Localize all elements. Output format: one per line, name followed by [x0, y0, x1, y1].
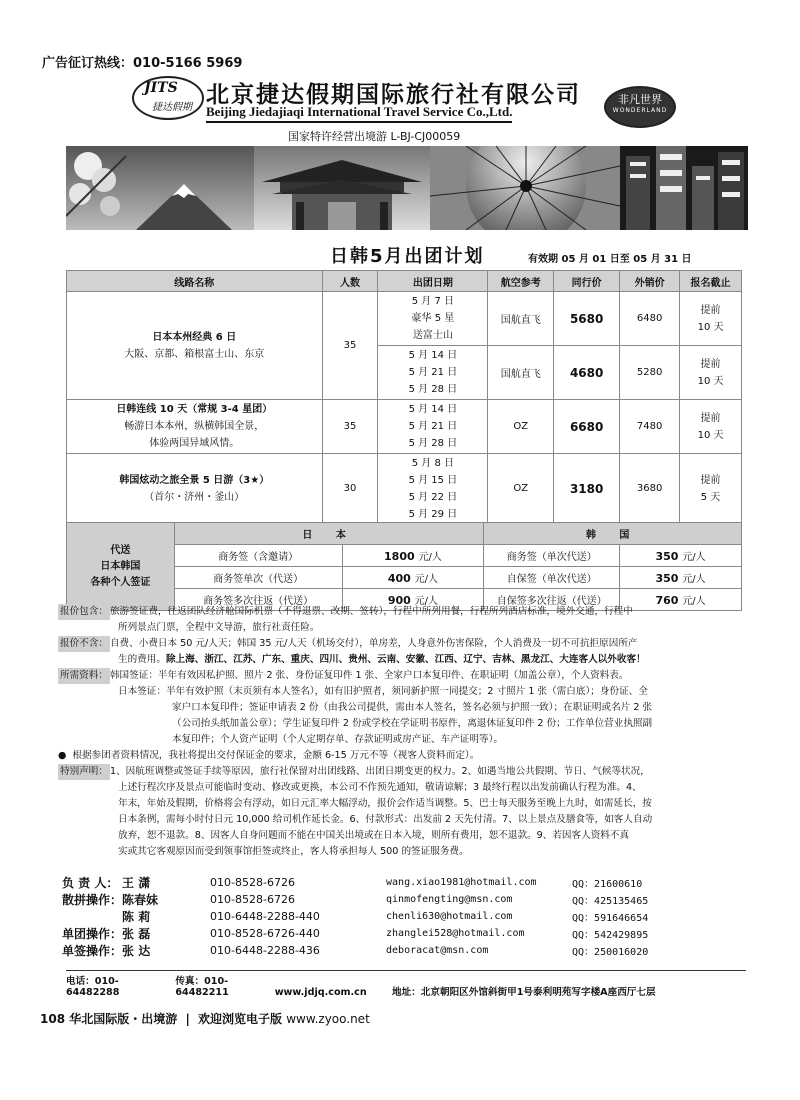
col-people: 人数	[322, 271, 378, 292]
contact-email[interactable]: qinmofengting@msn.com	[386, 894, 513, 905]
docs-japan-3: （公司抬头纸加盖公章）；学生证复印件 2 份或学校在学证明书原件，离退休证复印件 2 份；工作单位营业执照副	[172, 718, 653, 729]
visa-price-value: 760	[655, 594, 679, 607]
date-item: 5 月 22 日	[408, 491, 458, 503]
col-airline: 航空参考	[488, 271, 554, 292]
contact-phone: 010-6448-2288-440	[210, 910, 320, 923]
date-item: 5 月 21 日	[408, 367, 458, 378]
contact-email[interactable]: deboracat@msn.com	[386, 945, 489, 956]
visa-type: 自保签（单次代送）	[484, 567, 620, 589]
special-text-6: 实或其它客观原因而受到领事馆拒签或终止，客人将承担每人 500 的签证服务费。	[118, 846, 469, 857]
special-text-4: 日本条例，需每小时付日元 10,000 给司机作延长金。6、付款形式：出发前 2 天先付清。7、以上景点及膳食等，如客人自动	[118, 814, 653, 825]
visa-price-value: 350	[655, 550, 679, 563]
visa-price-unit: 元/人	[418, 552, 442, 563]
table-row	[62, 942, 648, 959]
company-name-en: Beijing Jiedajiaqi International Travel Service Co.,Ltd.	[206, 104, 512, 123]
bullet-icon: ●	[58, 750, 73, 761]
trade-price: 5680	[554, 292, 620, 346]
contact-phone: 010-6448-2288-436	[210, 944, 320, 957]
ad-hotline: 广告征订热线：010-5166 5969	[42, 56, 243, 71]
footer-tel: 电话：010-64482288	[66, 976, 120, 998]
price-excludes	[58, 636, 744, 652]
region-restriction: 除上海、浙江、江苏、广东、重庆、四川、贵州、云南、安徽、江西、辽宁、吉林、黑龙江、大连客人以外收客！	[165, 654, 646, 665]
banner-photos	[66, 146, 748, 230]
route-table	[66, 270, 742, 524]
table-row	[62, 874, 648, 891]
deadline-line: 5 天	[700, 491, 721, 503]
deadline-line: 提前	[700, 412, 721, 424]
partner-logo	[604, 86, 676, 128]
excludes-text: 自费、小费日本 50 元/人天；韩国 35 元/人天（机场交付），单房差，人身意外伤害保险，个人消费及一切不可抗拒原因所产	[109, 638, 638, 649]
visa-japan-header: 日 本	[174, 523, 484, 545]
partner-logo-en: WONDERLAND	[612, 107, 668, 114]
visa-type: 商务签（含邀请）	[174, 545, 342, 567]
company-name-cn: 北京捷达假期国际旅行社有限公司	[206, 81, 581, 108]
visa-price-value: 1800	[384, 550, 415, 563]
company-logo	[132, 76, 204, 120]
visa-side-line: 代送	[110, 544, 131, 556]
contact-qq: QQ：542429895	[572, 930, 649, 941]
contact-role: 负 责 人：	[62, 876, 119, 890]
mount-fuji-photo	[66, 146, 254, 230]
logo-text: JITS	[144, 80, 178, 96]
visa-price	[620, 567, 742, 589]
contact-role: 单团操作：	[62, 927, 123, 941]
partner-logo-cn: 非凡世界	[618, 93, 662, 106]
route-name-cell	[67, 454, 323, 524]
city-night-photo	[620, 146, 748, 230]
airline: 国航直飞	[488, 346, 554, 400]
validity-period: 有效期 05 月 01 日至 05 月 31 日	[528, 254, 692, 265]
route-desc: 体验两国异域风情。	[149, 438, 240, 449]
contact-phone: 010-8528-6726	[210, 876, 295, 889]
route-desc: 畅游日本本州，纵横韩国全景，	[124, 421, 265, 432]
route-name-cell	[67, 292, 323, 400]
visa-type: 商务签单次（代送）	[174, 567, 342, 589]
logo-script: 捷达假期	[152, 102, 192, 113]
deadline-line: 10 天	[697, 375, 724, 387]
visa-table	[66, 522, 742, 611]
docs-japan: 日本签证：半年有效护照（末页须有本人签名），如有旧护照者，须同新护照一同提交；2 寸照片 1 张（需白底）；身份证、全	[118, 686, 648, 697]
visa-price-value: 400	[387, 572, 411, 585]
date-item: 5 月 14 日	[408, 350, 458, 361]
visa-side-line: 日本韩国	[100, 560, 141, 572]
visa-price-unit: 元/人	[682, 552, 706, 563]
people-count: 35	[322, 292, 378, 400]
contact-qq: QQ：425135465	[572, 896, 649, 907]
deposit-note	[58, 748, 744, 764]
deadline-line: 提前	[700, 474, 721, 486]
includes-text: 旅游签证费，往返团队经济舱国际机票（不得退票、改期、签转），行程中所列用餐，行程所列酒店标准，境外交通，行程中	[109, 606, 633, 617]
docs-tag: 所需资料：	[58, 668, 110, 684]
table-row	[62, 908, 648, 925]
includes-text-2: 所列景点门票，全程中文导游，旅行社责任险。	[118, 622, 320, 633]
plan-title: 日韩5月出团计划	[330, 246, 485, 267]
contact-role: 散拼操作：	[62, 893, 123, 907]
trade-price: 4680	[554, 346, 620, 400]
visa-korea-header: 韩 国	[484, 523, 742, 545]
date-item: 5 月 29 日	[408, 508, 458, 520]
special-text: 1、因航班调整或签证手续等原因，旅行社保留对出团线路、出团日期变更的权力。2、如遇当地公共假期、节日、气候等状况，	[109, 766, 650, 777]
visa-price	[342, 567, 484, 589]
visa-type: 自保签多次往返（代送）	[484, 589, 620, 611]
col-trade-price: 同行价	[554, 271, 620, 292]
table-row	[62, 891, 648, 908]
route-name: 日本本州经典 6 日	[152, 331, 237, 343]
visa-type: 商务签（单次代送）	[484, 545, 620, 567]
col-deadline: 报名截止	[680, 271, 742, 292]
airline: OZ	[488, 454, 554, 524]
visa-price-unit: 元/人	[414, 596, 439, 607]
col-route-name: 线路名称	[67, 271, 323, 292]
date-item: 5 月 8 日	[411, 457, 455, 469]
visa-price	[620, 545, 742, 567]
airline: OZ	[488, 400, 554, 454]
table-row	[67, 400, 742, 454]
col-retail-price: 外销价	[620, 271, 680, 292]
trade-price: 6680	[554, 400, 620, 454]
retail-price: 7480	[620, 400, 680, 454]
visa-side-label	[67, 523, 175, 611]
route-desc: （首尔・济州・釜山）	[144, 491, 245, 503]
contact-role	[62, 908, 122, 925]
trade-price: 3180	[554, 454, 620, 524]
deadline-line: 10 天	[697, 429, 724, 441]
excludes-text-2	[58, 652, 744, 668]
route-desc: 大阪、京都、箱根富士山、东京	[124, 348, 265, 360]
slogan: 欢迎浏览电子版	[198, 1012, 283, 1026]
departure-dates	[378, 292, 488, 346]
excludes-tag: 报价不含：	[58, 636, 110, 652]
footer-website[interactable]: www.jdjq.com.cn	[274, 987, 367, 998]
visa-header-row	[67, 523, 742, 545]
special-tag: 特别声明：	[58, 764, 110, 780]
footer-address: 地址：北京朝阳区外馆斜街甲1号泰利明苑写字楼A座西厅七层	[392, 987, 656, 998]
contact-name: 张 达	[122, 944, 151, 958]
special-text-3: 年末，年始及假期，价格将会有浮动，如日元汇率大幅浮动，报价会作适当调整。5、巴士每天服务至晚上九时，如需延长，按	[118, 798, 652, 809]
visa-price	[342, 545, 484, 567]
date-item: 5 月 15 日	[408, 474, 458, 486]
contact-table	[62, 874, 648, 959]
special-notice	[58, 764, 744, 780]
col-departure: 出团日期	[378, 271, 488, 292]
retail-price: 5280	[620, 346, 680, 400]
departure-dates	[378, 454, 488, 524]
departure-dates	[378, 346, 488, 400]
price-includes	[58, 604, 744, 620]
deadline	[680, 400, 742, 454]
contact-phone: 010-8528-6726-440	[210, 927, 320, 940]
deadline-line: 10 天	[697, 321, 724, 333]
notes-section	[58, 604, 744, 860]
page-footer	[40, 1010, 370, 1027]
separator: |	[185, 1012, 190, 1026]
deadline	[680, 454, 742, 524]
retail-price: 3680	[620, 454, 680, 524]
paper-umbrella-photo	[430, 146, 620, 230]
route-name-cell	[67, 400, 323, 454]
date-item: 送富士山	[412, 330, 453, 341]
excludes-text-part: 生的费用。	[118, 654, 166, 665]
date-item: 5 月 28 日	[408, 438, 458, 449]
route-name: 日韩连线 10 天（常规 3-4 星团）	[116, 404, 273, 415]
route-name: 韩国炫动之旅全景 5 日游（3★）	[119, 474, 270, 486]
special-text-5: 放弃，恕不退款。8、因客人自身问题而不能在中国关出境或在日本入境，则所有费用，恕不退款。9、若因客人资料不真	[118, 830, 630, 841]
contact-qq: QQ：250016020	[572, 947, 649, 958]
footer-fax: 传真：010-64482211	[175, 976, 229, 998]
contact-name: 陈 莉	[122, 910, 151, 924]
footer-contact-bar	[66, 970, 746, 998]
visa-side-line: 各种个人签证	[90, 576, 151, 588]
visa-price-unit: 元/人	[682, 574, 706, 585]
temple-gate-photo	[254, 146, 430, 230]
visa-price-value: 900	[387, 594, 411, 607]
departure-dates	[378, 400, 488, 454]
people-count: 35	[322, 400, 378, 454]
date-item: 5 月 7 日	[411, 296, 455, 307]
airline: 国航直飞	[488, 292, 554, 346]
date-item: 5 月 28 日	[408, 384, 458, 395]
contact-qq: QQ：591646654	[572, 913, 649, 924]
deadline-line: 提前	[700, 358, 721, 370]
includes-tag: 报价包含：	[58, 604, 110, 620]
date-item: 豪华 5 星	[411, 313, 455, 324]
contact-role: 单签操作：	[62, 944, 123, 958]
date-item: 5 月 21 日	[408, 421, 458, 432]
contact-name: 陈春妹	[122, 893, 159, 907]
route-table-header	[67, 271, 742, 292]
contact-name: 张 磊	[122, 927, 151, 941]
site-link[interactable]: www.zyoo.net	[286, 1012, 370, 1026]
deadline	[680, 292, 742, 346]
date-item: 5 月 14 日	[408, 404, 458, 415]
docs-japan-2: 家户口本复印件；签证申请表 2 份（由我公司提供，需由本人签名，签名必须与护照一致）；在职证明或名片 2 张	[172, 702, 653, 713]
page-number: 108	[40, 1012, 66, 1026]
visa-type: 商务签多次往返（代送）	[174, 589, 342, 611]
visa-price-unit: 元/人	[414, 574, 439, 585]
table-row	[67, 292, 742, 346]
contact-name: 王 潇	[122, 876, 151, 890]
visa-price-unit: 元/人	[682, 596, 706, 607]
deposit-text: 根据参团者资料情况，我社将提出交付保证金的要求，金额 6-15 万元不等（视客人资料而定）。	[72, 750, 480, 761]
section-name: 华北国际版・出境游	[69, 1012, 178, 1026]
special-text-2: 上述行程次序及景点可能临时变动、修改或更换，本公司不作预先通知，敬请谅解；3 最终行程以出发前确认行程为准。4、	[118, 782, 642, 793]
deadline-line: 提前	[700, 304, 721, 316]
retail-price: 6480	[620, 292, 680, 346]
table-row	[62, 925, 648, 942]
contact-email[interactable]: chenli630@hotmail.com	[386, 911, 513, 922]
people-count: 30	[322, 454, 378, 524]
contact-phone: 010-8528-6726	[210, 893, 295, 906]
contact-qq: QQ：21600610	[572, 879, 643, 890]
docs-korea: 韩国签证：半年有效因私护照、照片 2 张、身份证复印件 1 张、全家户口本复印件、在职证明（加盖公章），个人资料表。	[109, 670, 629, 681]
contact-email[interactable]: wang.xiao1981@hotmail.com	[386, 877, 537, 888]
license-number: 国家特许经营出境游 L-BJ-CJ00059	[288, 130, 461, 143]
visa-price-value: 350	[655, 572, 679, 585]
deadline	[680, 346, 742, 400]
required-docs	[58, 668, 744, 684]
docs-japan-4: 本复印件；个人资产证明（个人定期存单、存款证明或房产证、车产证明等）。	[172, 734, 503, 745]
table-row	[67, 454, 742, 524]
contact-email[interactable]: zhanglei528@hotmail.com	[386, 928, 525, 939]
